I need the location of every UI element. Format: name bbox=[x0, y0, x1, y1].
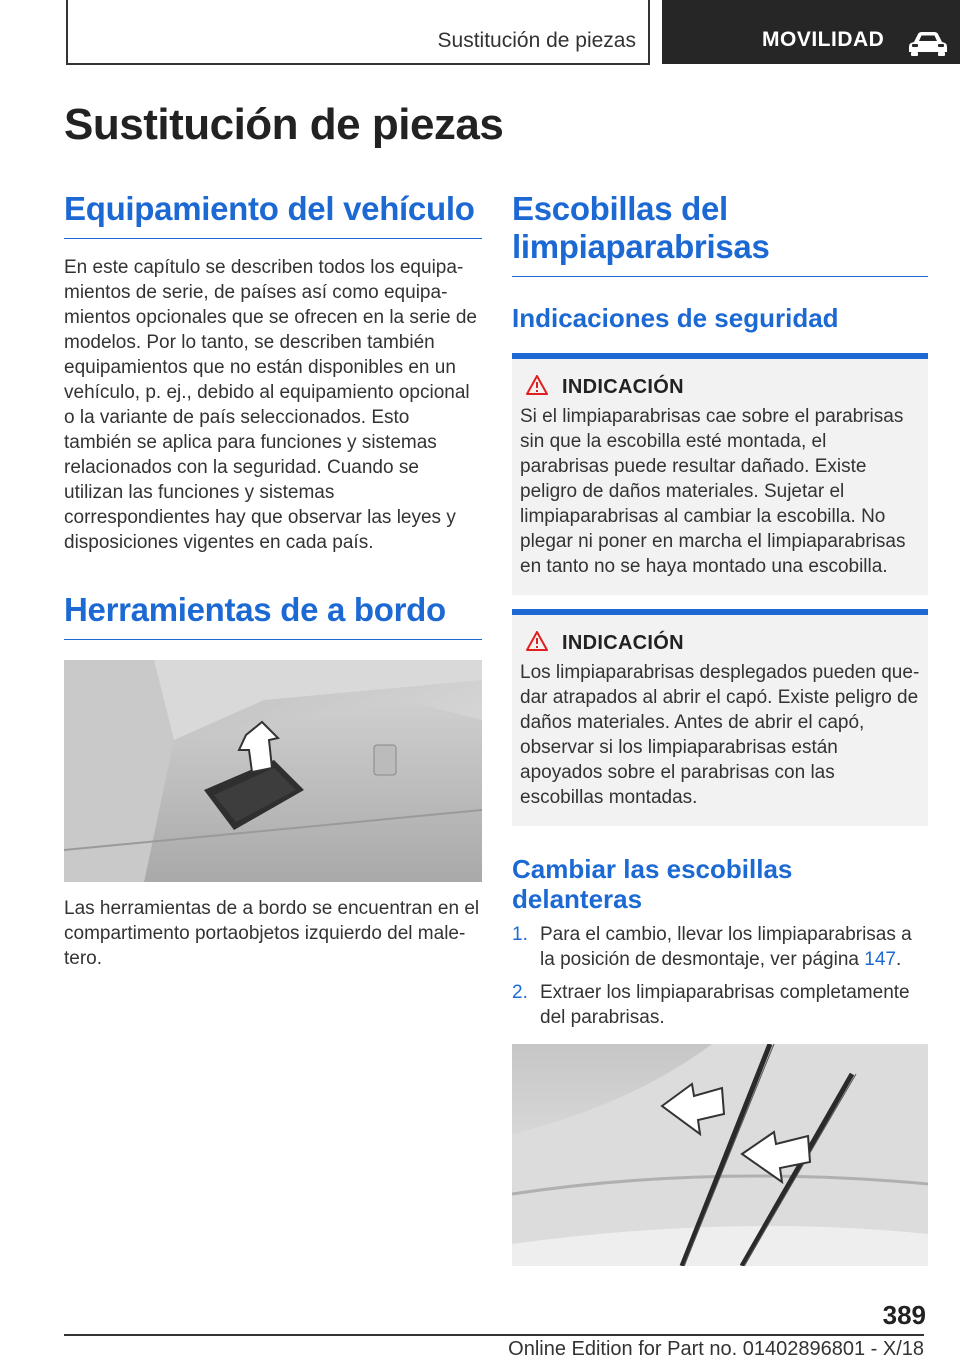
step-2-text: Extraer los limpiaparabrisas completamente del parabrisas. bbox=[540, 982, 910, 1028]
heading-onboard-tools: Herramientas de a bordo bbox=[64, 591, 482, 640]
step-1-number: 1. bbox=[512, 924, 528, 945]
notice-1-text: Si el limpiaparabrisas cae sobre el parabrisas sin que la escobilla esté montada, el parabrisas puede resultar dañado. Existe peligro de daños materiales. Sujetar el limpiaparabrisas al cambiar la escobilla. No plegar ni poner en marcha el limpiaparabrisas en tanto no se haya montado una escobilla. bbox=[520, 406, 906, 577]
step-2 bbox=[512, 980, 928, 1030]
warning-triangle-icon bbox=[526, 375, 548, 400]
page-link-147[interactable]: 147 bbox=[864, 949, 896, 970]
right-column bbox=[512, 190, 928, 1266]
tools-paragraph: Las herramientas de a bordo se encuentran en el compartimento portaobjetos izquierdo del maletero. bbox=[64, 898, 480, 969]
steps-list bbox=[512, 922, 928, 1030]
windshield-wipers-image bbox=[512, 1044, 928, 1266]
heading-change-front-blades: Cambiar las escobillas delanteras bbox=[512, 854, 793, 914]
step-2-number: 2. bbox=[512, 982, 528, 1003]
step-1-text: Para el cambio, llevar los limpiaparabrisas a la posición de desmontaje, ver página bbox=[540, 924, 912, 970]
page-number: 389 bbox=[882, 1300, 926, 1330]
left-column bbox=[64, 190, 482, 971]
header-rule-divider bbox=[648, 0, 650, 64]
notice-1-title: INDICACIÓN bbox=[562, 376, 684, 398]
equipment-paragraph: En este capítulo se describen todos los equipamientos de serie, de países así como equipamientos opcionales que se ofrecen en la serie de modelos. Por lo tanto, se describen también equipamientos que no están disponibles en un vehículo, p. ej., debido al equipamiento opcional o la variante de país seleccionados. Esto también se aplica para funciones y sistemas relacionados con la seguridad. Cuando se utilizan las funciones y sistemas correspondientes hay que observar las leyes y disposiciones vigentes en cada país. bbox=[64, 257, 477, 553]
notice-1-header bbox=[526, 375, 920, 400]
heading-vehicle-equipment: Equipamiento del vehículo bbox=[64, 190, 482, 239]
step-1 bbox=[512, 922, 928, 972]
step-1-suffix: . bbox=[895, 949, 902, 970]
heading-wiper-blades: Escobillas del limpiaparabrisas bbox=[512, 190, 928, 277]
notice-box-1 bbox=[512, 353, 928, 595]
trunk-compartment-image bbox=[64, 660, 482, 882]
page-title: Sustitución de piezas bbox=[64, 100, 504, 149]
car-icon bbox=[908, 30, 948, 61]
header-chapter-tab bbox=[662, 0, 960, 64]
footer-rule bbox=[64, 1334, 924, 1336]
header-chapter-label: MOVILIDAD bbox=[762, 28, 885, 51]
notice-2-text: Los limpiaparabrisas desplegados pueden quedar atrapados al abrir el capó. Existe peligro de daños materiales. Antes de abrir el capó, observar si los limpiaparabrisas están apoyados sobre el parabrisas con las escobillas montadas. bbox=[520, 662, 920, 808]
header-rule-left bbox=[66, 0, 68, 64]
header-rule-bottom bbox=[66, 63, 650, 65]
header-section-title: Sustitución de piezas bbox=[437, 29, 636, 52]
warning-triangle-icon bbox=[526, 631, 548, 656]
notice-2-title: INDICACIÓN bbox=[562, 632, 684, 654]
footer-edition: Online Edition for Part no. 01402896801 - X/18 bbox=[508, 1338, 924, 1360]
heading-safety-notes: Indicaciones de seguridad bbox=[512, 303, 839, 333]
notice-2-header bbox=[526, 631, 920, 656]
notice-box-2 bbox=[512, 609, 928, 826]
